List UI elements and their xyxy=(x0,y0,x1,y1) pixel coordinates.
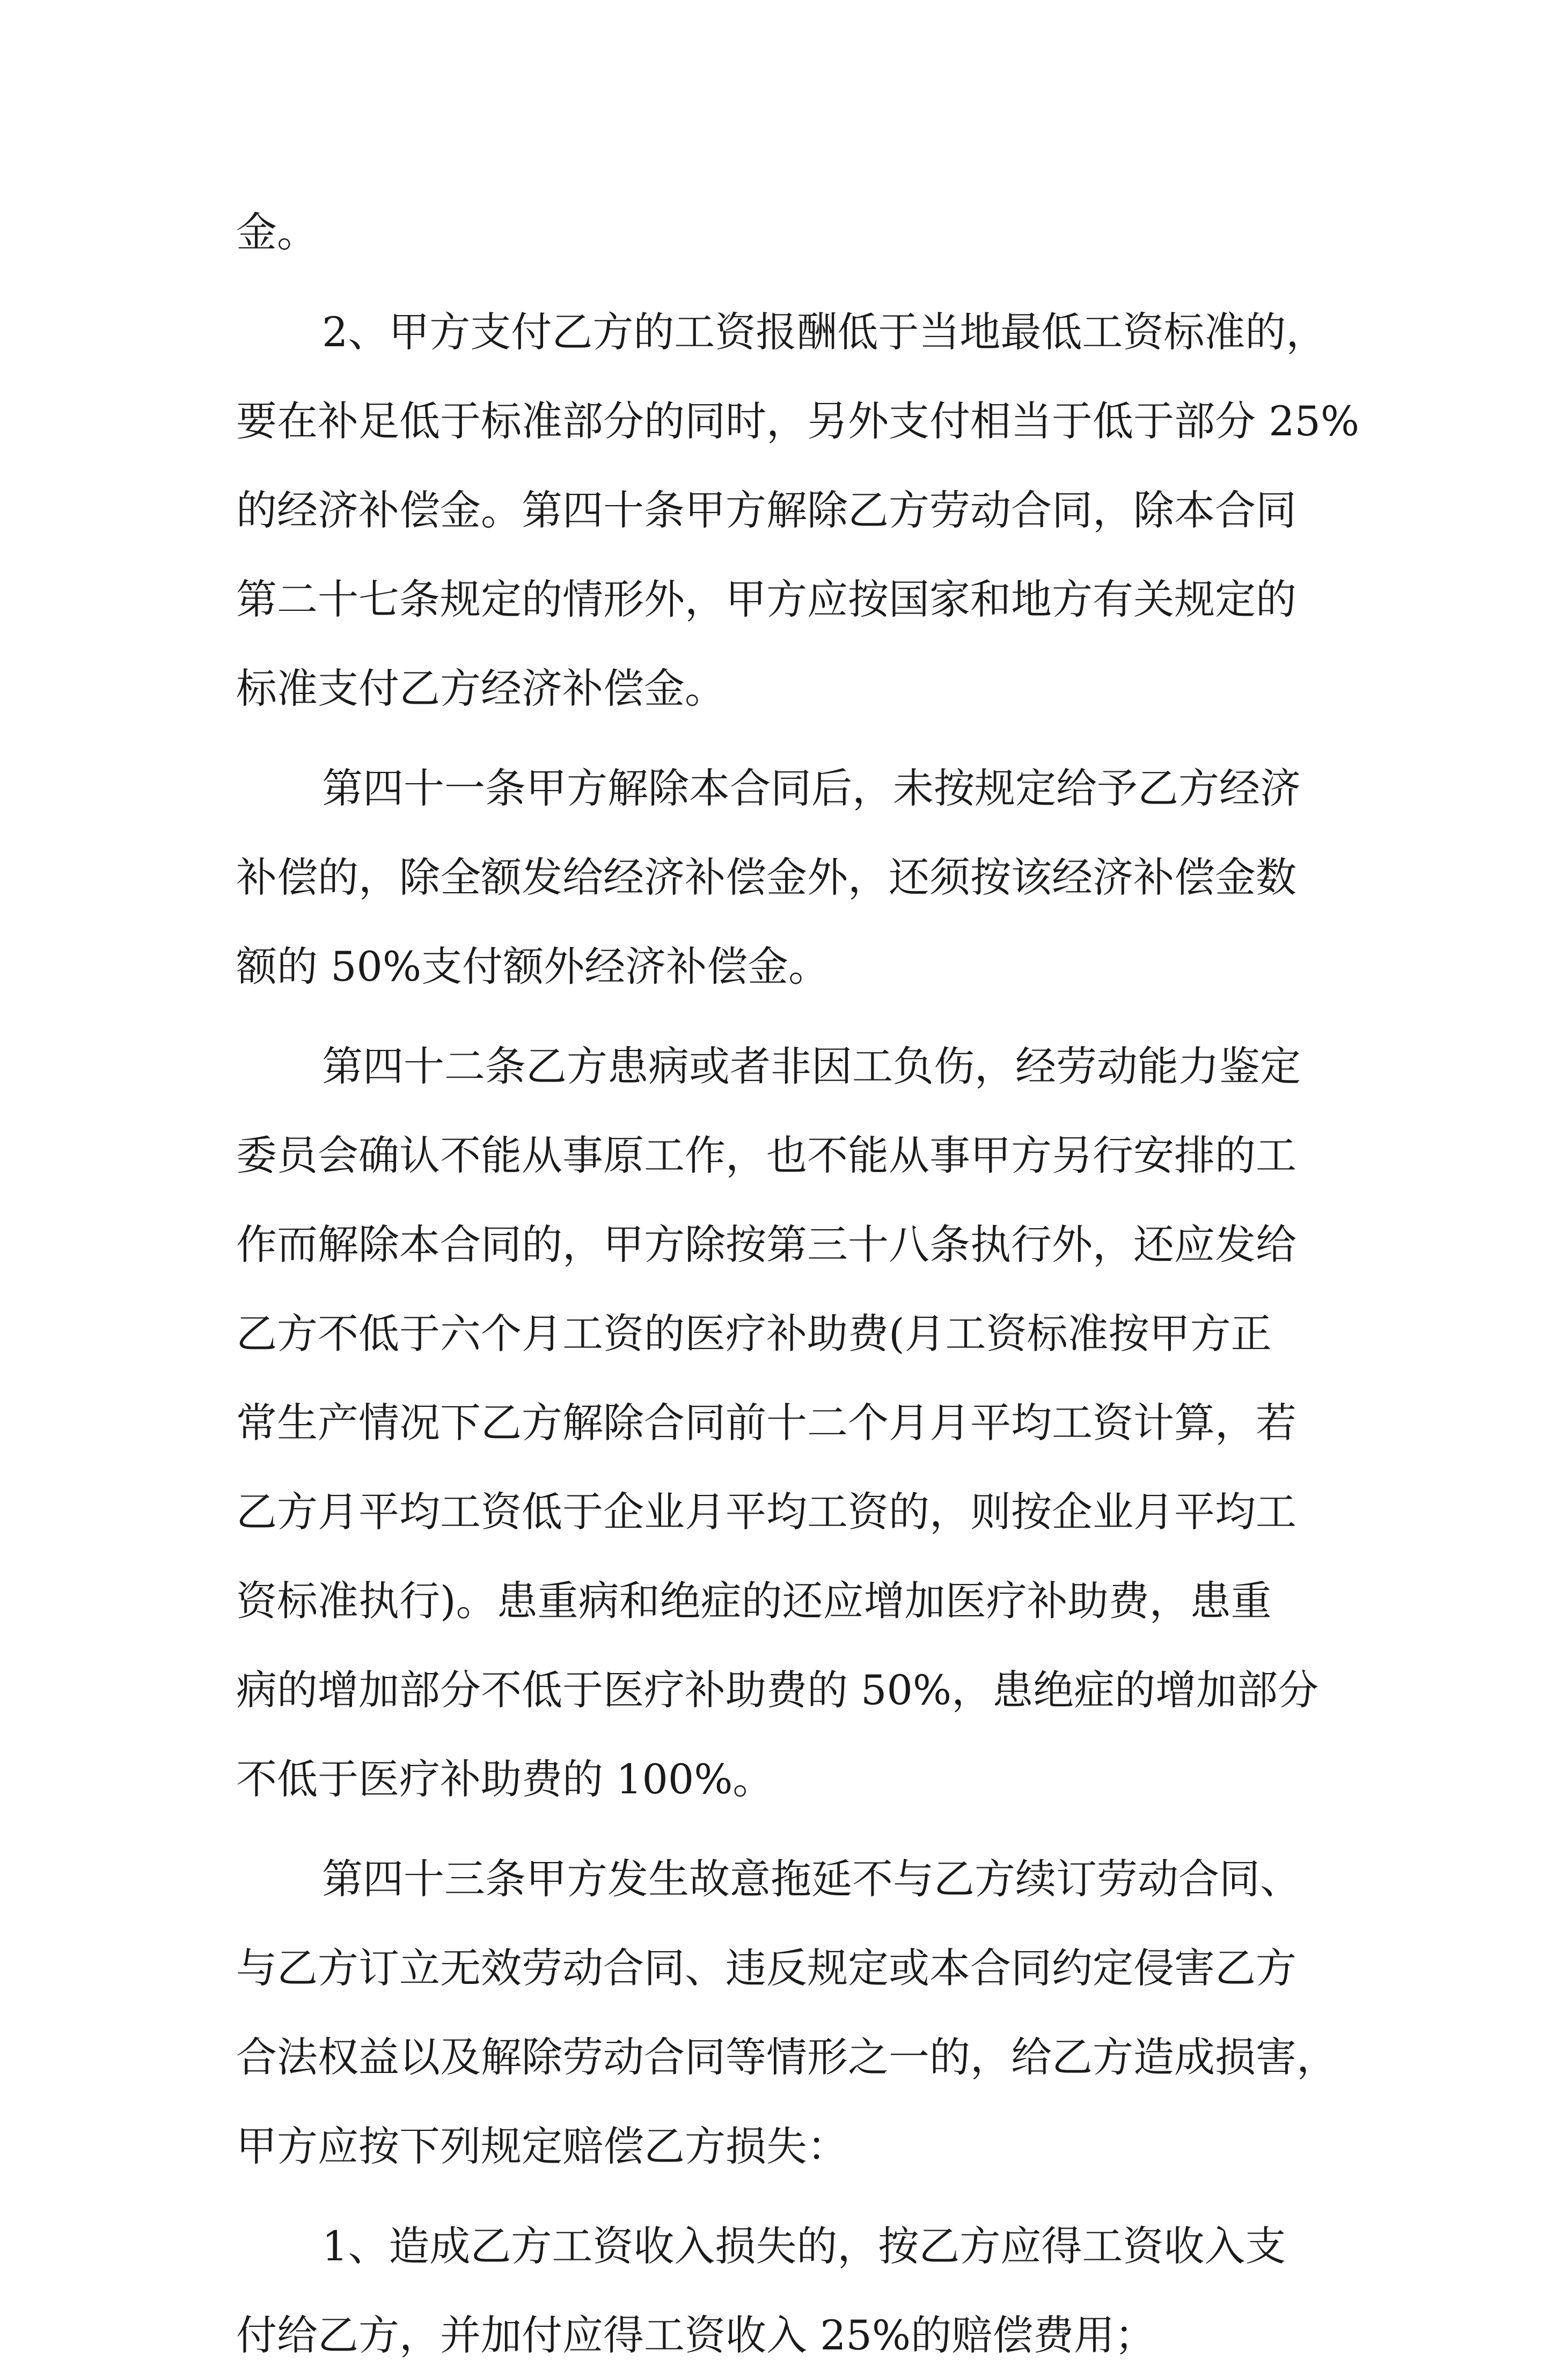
text-line: 委员会确认不能从事原工作，也不能从事甲方另行安排的工 xyxy=(236,1131,1296,1179)
text-line: 补偿的，除全额发给经济补偿金外，还须按该经济补偿金数 xyxy=(236,853,1296,901)
text-line: 乙方月平均工资低于企业月平均工资的，则按企业月平均工 xyxy=(236,1488,1296,1536)
text-line: 第四十三条甲方发生故意拖延不与乙方续订劳动合同、 xyxy=(322,1855,1301,1903)
text-line: 金。 xyxy=(236,208,318,256)
paragraph-3 xyxy=(236,744,1331,1011)
document-page xyxy=(236,188,1360,2380)
text-line: 病的增加部分不低于医疗补助费的 50%，患绝症的增加部分 xyxy=(236,1666,1319,1714)
text-line: 不低于医疗补助费的 100%。 xyxy=(236,1755,774,1803)
text-line: 标准支付乙方经济补偿金。 xyxy=(236,665,726,712)
text-line: 乙方不低于六个月工资的医疗补助费(月工资标准按甲方正 xyxy=(236,1310,1272,1357)
paragraph-4 xyxy=(236,1022,1331,1824)
text-line: 的经济补偿金。第四十条甲方解除乙方劳动合同，除本合同 xyxy=(236,486,1296,534)
text-line: 1、造成乙方工资收入损失的，按乙方应得工资收入支 xyxy=(322,2222,1286,2270)
text-line: 付给乙方，并加付应得工资收入 25%的赔偿费用； xyxy=(236,2311,1156,2359)
text-line: 要在补足低于标准部分的同时，另外支付相当于低于部分 25% xyxy=(236,397,1360,445)
paragraph-6 xyxy=(236,2202,1331,2380)
text-line: 作而解除本合同的，甲方除按第三十八条执行外，还应发给 xyxy=(236,1221,1296,1268)
text-line: 资标准执行)。患重病和绝症的还应增加医疗补助费，患重 xyxy=(236,1577,1272,1625)
text-line: 额的 50%支付额外经济补偿金。 xyxy=(236,943,830,990)
text-line: 甲方应按下列规定赔偿乙方损失： xyxy=(236,2122,848,2170)
text-line: 合法权益以及解除劳动合同等情形之一的，给乙方造成损害， xyxy=(236,2033,1337,2081)
paragraph-1 xyxy=(236,188,1331,277)
text-line: 第四十二条乙方患病或者非因工负伤，经劳动能力鉴定 xyxy=(322,1042,1301,1090)
text-line: 与乙方订立无效劳动合同、违反规定或本合同约定侵害乙方 xyxy=(236,1944,1296,1992)
paragraph-5 xyxy=(236,1835,1337,2191)
text-line: 2、甲方支付乙方的工资报酬低于当地最低工资标准的， xyxy=(322,308,1327,356)
text-line: 常生产情况下乙方解除合同前十二个月月平均工资计算，若 xyxy=(236,1399,1296,1447)
paragraph-2 xyxy=(236,288,1360,733)
text-line: 第二十七条规定的情形外，甲方应按国家和地方有关规定的 xyxy=(236,575,1296,623)
text-line: 第四十一条甲方解除本合同后，未按规定给予乙方经济 xyxy=(322,764,1301,812)
